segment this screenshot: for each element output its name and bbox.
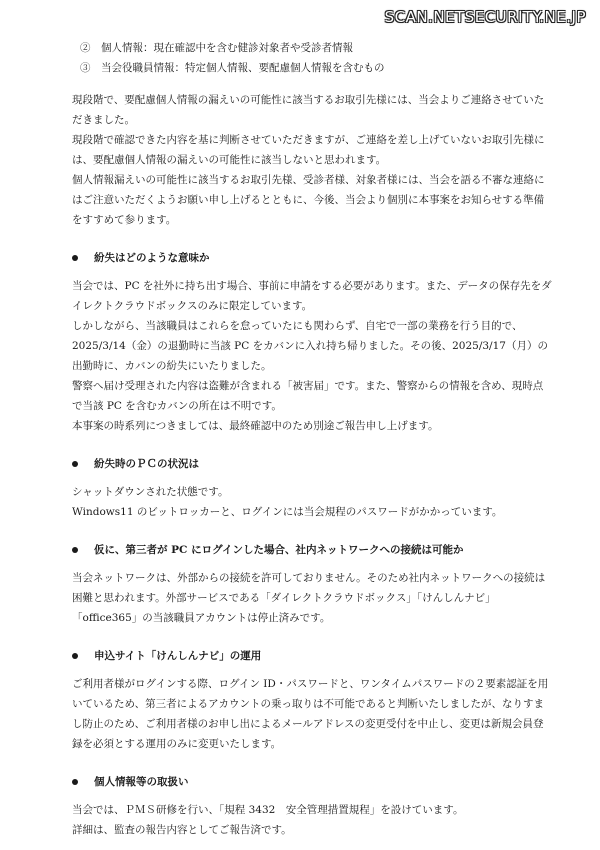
section-heading [72,772,552,792]
section-personal-info-handling [72,772,552,840]
section-loss-meaning [72,248,552,436]
section-paragraph: 当会ネットワークは、外部からの接続を許可しておりません。そのため社内ネットワークへの接続は困難と思われます。外部サービスである「ダイレクトクラウドボックス」「けんしんナビ」「office365」の当該職員アカウントは停止済みです。 [72,572,546,624]
section-heading [72,248,552,268]
intro-section [72,90,552,230]
section-paragraph: しかしながら、当該職員はこれらを怠っていたにも関わらず、自宅で一部の業務を行う目的で、2025/3/14（金）の退勤時に当該 PC をカバンに入れ持ち帰りました。その後、2025/3/17（月）の出勤時に、カバンの紛失にいたりました。 [72,320,548,372]
section-paragraph: 本事案の時系列につきましては、最終確認中のため別途ご報告申し上げます。 [72,420,439,432]
section-paragraph: 警察へ届け受理された内容は盗難が含まれる「被害届」です。また、警察からの情報を含め、現時点で当該 PC を含むカバンの所在は不明です。 [72,380,544,412]
data-category-item: ③ 当会役職員情報：特定個人情報、要配慮個人情報を含むもの [80,62,385,74]
bullet-icon [72,255,78,261]
section-network-access [72,540,552,628]
bullet-icon [72,547,78,553]
document-page [72,38,552,840]
section-heading [72,540,552,560]
section-heading-text: 紛失はどのような意味か [94,252,210,264]
section-heading-text: 紛失時のＰＣの状況は [94,458,199,470]
section-paragraph: シャットダウンされた状態です。 [72,486,229,498]
site-watermark: SCAN.NETSECURITY.NE.JP [384,8,586,26]
section-heading [72,646,552,666]
bullet-icon [72,653,78,659]
section-kenshin-navi [72,646,552,754]
section-heading-text: 個人情報等の取扱い [94,776,189,788]
intro-paragraph: 現段階で確認できた内容を基に判断させていただきますが、ご連絡を差し上げていないお取引先様には、要配慮個人情報の漏えいの可能性に該当しないと思われます。 [72,134,545,166]
bullet-icon [72,779,78,785]
section-heading-text: 申込サイト「けんしんナビ」の運用 [94,650,262,662]
section-heading-text: 仮に、第三者が PC にログインした場合、社内ネットワークへの接続は可能か [94,544,464,556]
section-paragraph: 当会では、PC を社外に持ち出す場合、事前に申請をする必要があります。また、データの保存先をダイレクトクラウドボックスのみに限定しています。 [72,280,552,312]
section-paragraph: ご利用者様がログインする際、ログイン ID・パスワードと、ワンタイムパスワードの２要素認証を用いているため、第三者によるアカウントの乗っ取りは不可能であると判断いたしましたが、なりすまし防止のため、ご利用者様のお申し出によるメールアドレスの変更受付を中止し、変更は新規会員登録を必須とする運用のみに変更いたします。 [72,678,549,750]
intro-paragraph: 現段階で、要配慮個人情報の漏えいの可能性に該当するお取引先様には、当会よりご連絡させていただきました。 [72,94,545,126]
section-heading [72,454,552,474]
intro-paragraph: 個人情報漏えいの可能性に該当するお取引先様、受診者様、対象者様には、当会を語る不審な連絡にはご注意いただくようお願い申し上げるとともに、今後、当会より個別に本事案をお知らせする準備をすすめて参ります。 [72,174,545,226]
section-paragraph: 当会では、ＰＭＳ研修を行い、「規程 3432 安全管理措置規程」を設けています。 [72,804,464,816]
section-paragraph: 詳細は、監査の報告内容としてご報告済です。 [72,824,292,836]
bullet-icon [72,461,78,467]
data-category-item: ② 個人情報：現在確認中を含む健診対象者や受診者情報 [80,42,353,54]
section-pc-status [72,454,552,522]
section-paragraph: Windows11 のビットロッカーと、ログインには当会規程のパスワードがかかっています。 [72,506,503,518]
